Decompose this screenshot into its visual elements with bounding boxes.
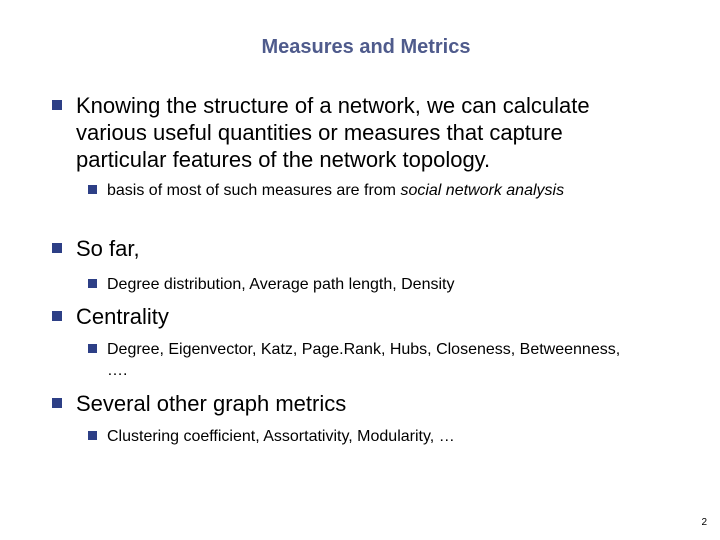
- bullet-4-sub: [88, 426, 708, 447]
- slide-title: Measures and Metrics: [261, 36, 471, 58]
- bullet-1: [52, 92, 672, 173]
- bullet-3-sub-text: Degree, Eigenvector, Katz, Page.Rank, Hubs, Closeness, Betweenness, ….: [107, 341, 621, 379]
- square-bullet-icon: [52, 100, 62, 110]
- bullet-3-sub: [88, 339, 648, 381]
- square-bullet-icon: [88, 185, 97, 194]
- square-bullet-icon: [52, 311, 62, 321]
- bullet-1-sub-italic: social network analysis: [400, 182, 565, 199]
- square-bullet-icon: [52, 243, 62, 253]
- bullet-2-sub: [88, 274, 708, 295]
- bullet-2-sub-text: Degree distribution, Average path length, Density: [107, 276, 455, 293]
- bullet-3-text: Centrality: [76, 304, 169, 329]
- square-bullet-icon: [88, 431, 97, 440]
- bullet-1-sub-text: [107, 180, 564, 201]
- bullet-1-sub-plain: basis of most of such measures are from: [107, 182, 401, 199]
- bullet-4-sub-text: Clustering coefficient, Assortativity, Modularity, …: [107, 428, 455, 445]
- slide-number: 2: [701, 517, 707, 528]
- bullet-2-text: So far,: [76, 236, 140, 261]
- bullet-2: [52, 235, 672, 262]
- square-bullet-icon: [52, 398, 62, 408]
- bullet-4: [52, 390, 672, 417]
- square-bullet-icon: [88, 279, 97, 288]
- bullet-1-sub: [88, 180, 708, 201]
- bullet-4-text: Several other graph metrics: [76, 391, 347, 416]
- bullet-3: [52, 303, 672, 330]
- bullet-1-text: Knowing the structure of a network, we can calculate various useful quantities or measures that capture particular features of the network topology.: [76, 93, 590, 172]
- square-bullet-icon: [88, 344, 97, 353]
